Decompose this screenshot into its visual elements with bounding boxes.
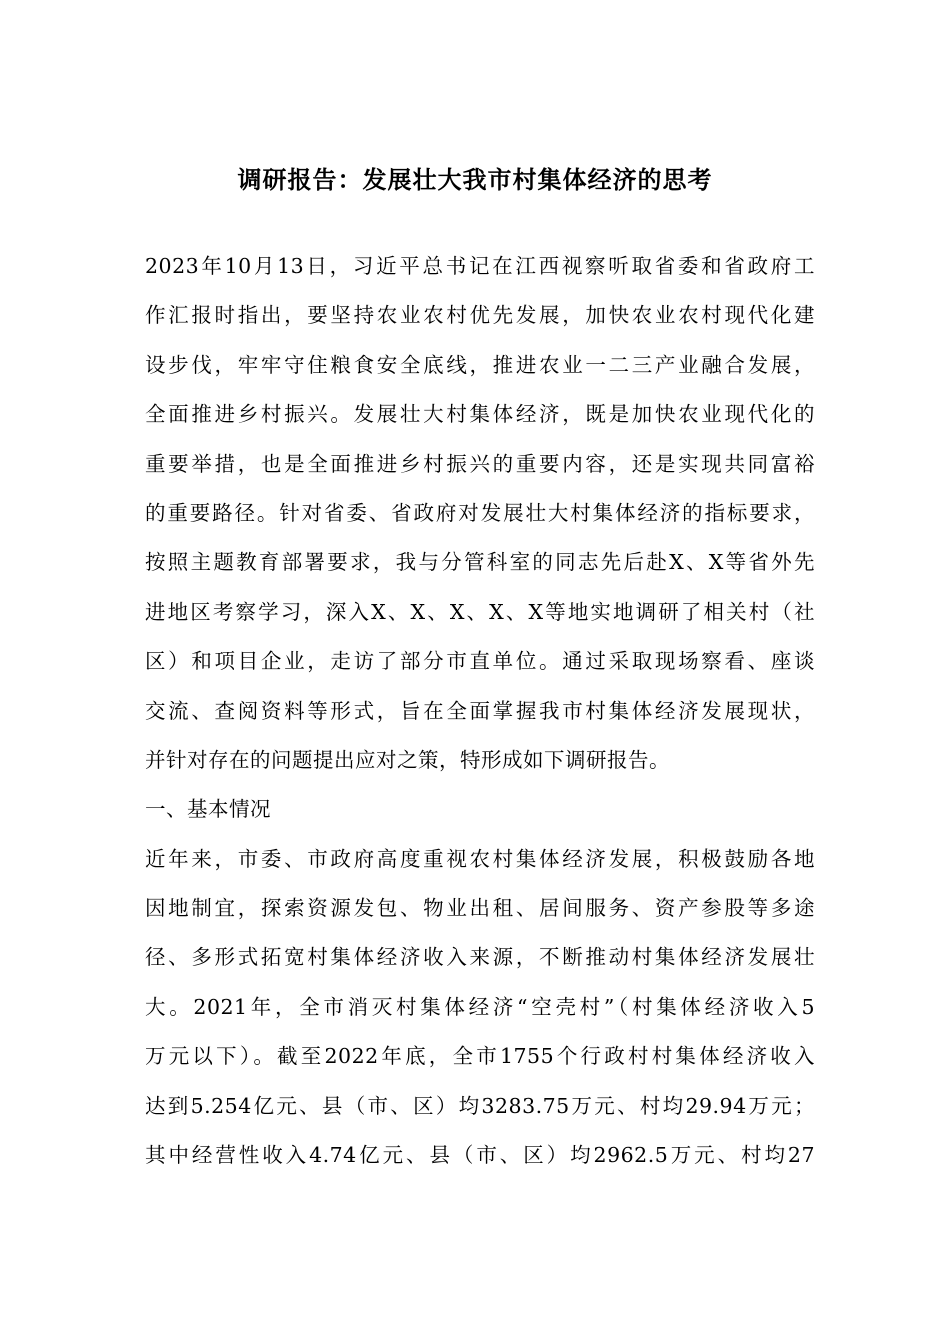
text-line: 达到5.254亿元、县（市、区）均3283.75万元、村均29.94万元；: [145, 1093, 815, 1118]
text-line: 按照主题教育部署要求，我与分管科室的同志先后赴X、X等省外先: [145, 550, 815, 575]
text-line: 并针对存在的问题提出应对之策，特形成如下调研报告。: [145, 747, 670, 772]
text-line: 重要举措，也是全面推进乡村振兴的重要内容，还是实现共同富裕: [145, 451, 815, 476]
text-line: 其中经营性收入4.74亿元、县（市、区）均2962.5万元、村均27: [145, 1143, 815, 1168]
text-line: 近年来，市委、市政府高度重视农村集体经济发展，积极鼓励各地: [145, 846, 815, 871]
text-line: 的重要路径。针对省委、省政府对发展壮大村集体经济的指标要求，: [145, 500, 815, 525]
text-line: 2023年10月13日，习近平总书记在江西视察听取省委和省政府工: [145, 254, 815, 278]
text-line: 设步伐，牢牢守住粮食安全底线，推进农业一二三产业融合发展，: [145, 352, 815, 377]
document-title: 调研报告：发展壮大我市村集体经济的思考: [237, 165, 713, 194]
text-line: 万元以下）。截至2022年底，全市1755个行政村村集体经济收入: [145, 1044, 815, 1069]
text-line: 区）和项目企业，走访了部分市直单位。通过采取现场察看、座谈: [145, 649, 815, 674]
document-body: [145, 246, 815, 1184]
text-line: 进地区考察学习，深入X、X、X、X、X等地实地调研了相关村（社: [145, 599, 815, 624]
text-line: 交流、查阅资料等形式，旨在全面掌握我市村集体经济发展现状，: [145, 698, 815, 723]
text-line: 全面推进乡村振兴。发展壮大村集体经济，既是加快农业现代化的: [145, 402, 815, 427]
text-line: 径、多形式拓宽村集体经济收入来源，不断推动村集体经济发展壮: [145, 945, 815, 970]
text-line: 作汇报时指出，要坚持农业农村优先发展，加快农业农村现代化建: [145, 303, 815, 328]
text-line: 一、基本情况: [145, 797, 271, 822]
text-line: 大。2021年，全市消灭村集体经济“空壳村”（村集体经济收入5: [145, 994, 815, 1019]
text-line: 因地制宜，探索资源发包、物业出租、居间服务、资产参股等多途: [145, 896, 815, 921]
